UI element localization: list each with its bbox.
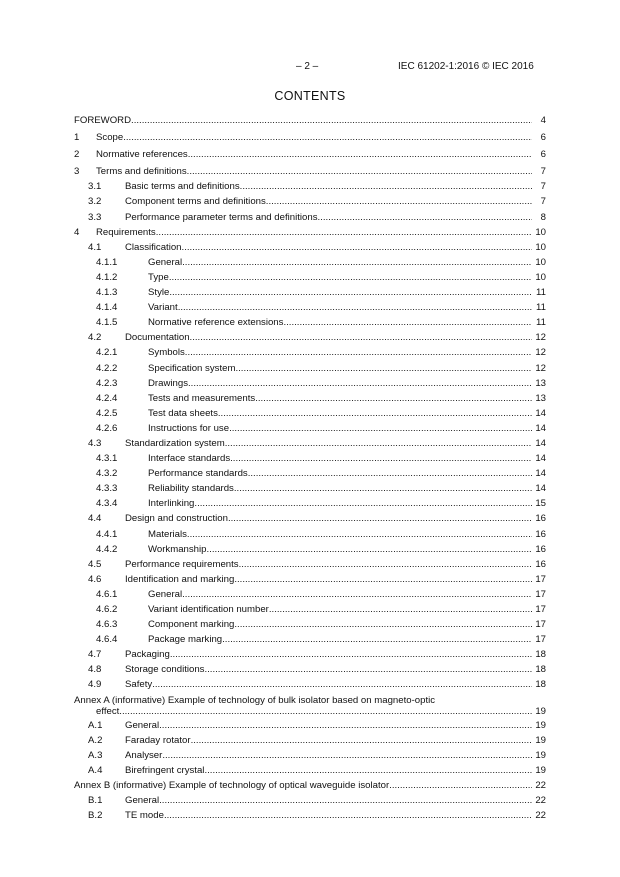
- toc-entry[interactable]: [74, 421, 546, 436]
- toc-entry-label: Documentation: [125, 332, 190, 344]
- toc-entry-label: Packaging: [125, 649, 170, 661]
- dot-leader: [225, 436, 532, 451]
- dot-leader: [234, 617, 532, 632]
- toc-entry[interactable]: [74, 406, 546, 421]
- toc-entry[interactable]: [74, 587, 546, 602]
- dot-leader: [240, 179, 532, 194]
- toc-entry-page: 14: [535, 468, 546, 480]
- toc-entry-page: 12: [535, 362, 546, 374]
- toc-entry-number: 4.3: [88, 437, 102, 449]
- toc-entry-number: 4: [74, 226, 80, 238]
- toc-entry[interactable]: [74, 130, 546, 145]
- toc-entry-label: Performance standards: [148, 468, 248, 480]
- toc-entry-label: TE mode: [125, 810, 164, 822]
- toc-entry-page: 22: [535, 795, 546, 807]
- toc-entry-label: Type: [148, 271, 169, 283]
- toc-entry-number: 4.3.3: [96, 483, 118, 495]
- toc-entry-page: 19: [535, 734, 546, 746]
- toc-entry[interactable]: [74, 733, 546, 748]
- table-of-contents: [74, 113, 546, 823]
- toc-entry-label: Faraday rotator: [125, 734, 191, 746]
- toc-entry-page: 10: [535, 226, 546, 238]
- dot-leader: [119, 704, 532, 719]
- dot-leader: [162, 748, 532, 763]
- toc-entry-label: Specification system: [148, 362, 236, 374]
- toc-entry-label: Scope: [96, 132, 124, 144]
- toc-entry-label: Storage conditions: [125, 664, 205, 676]
- toc-entry-number: A.3: [88, 749, 103, 761]
- toc-entry[interactable]: [74, 164, 546, 179]
- toc-entry-label: Reliability standards: [148, 483, 234, 495]
- toc-entry-number: 4.2.6: [96, 422, 118, 434]
- toc-entry-label-continued: effect .....: [96, 704, 532, 719]
- toc-entry-page: 8: [540, 211, 546, 223]
- toc-entry-page: 14: [535, 453, 546, 465]
- dot-leader: [182, 255, 532, 270]
- dot-leader: [185, 345, 532, 360]
- toc-entry-label: Requirements: [96, 226, 156, 238]
- toc-entry-number: A.2: [88, 734, 103, 746]
- dot-leader: [188, 376, 532, 391]
- dot-leader: [318, 210, 533, 225]
- toc-entry-page: 16: [535, 543, 546, 555]
- toc-entry-number: 4.1.2: [96, 271, 118, 283]
- toc-entry-page: 7: [540, 181, 546, 193]
- toc-entry-page: 14: [535, 437, 546, 449]
- toc-entry[interactable]: [74, 647, 546, 662]
- toc-entry-number: 4.3.2: [96, 468, 118, 480]
- toc-entry-label: Identification and marking: [125, 573, 235, 585]
- toc-entry-number: 4.8: [88, 664, 102, 676]
- toc-entry-number: 4.3.4: [96, 498, 118, 510]
- toc-entry-page: 7: [540, 196, 546, 208]
- toc-entry-label: General: [148, 588, 183, 600]
- toc-entry-page: 19: [535, 764, 546, 776]
- toc-entry-label: Tests and measurements: [148, 392, 256, 404]
- toc-entry-label: Symbols: [148, 347, 185, 359]
- toc-entry[interactable]: [74, 451, 546, 466]
- dot-leader: [187, 164, 532, 179]
- toc-entry-page: 12: [535, 332, 546, 344]
- dot-leader: [159, 718, 532, 733]
- toc-entry[interactable]: [74, 315, 546, 330]
- toc-entry-number: 4.1.4: [96, 302, 118, 314]
- toc-entry[interactable]: [74, 527, 546, 542]
- toc-entry-page: 4: [540, 115, 546, 126]
- toc-entry[interactable]: [74, 391, 546, 406]
- toc-entry-label: Normative reference extensions: [148, 317, 284, 329]
- toc-entry[interactable]: [74, 270, 546, 285]
- toc-entry-page: 17: [535, 573, 546, 585]
- dot-leader: [169, 285, 532, 300]
- toc-entry-label: Terms and definitions: [96, 166, 187, 178]
- toc-entry-page: 6: [540, 149, 546, 161]
- dot-leader: [229, 421, 532, 436]
- toc-entry-label: Performance parameter terms and definitions: [125, 211, 318, 223]
- toc-entry-page: 10: [535, 241, 546, 253]
- toc-entry-label: Style: [148, 287, 170, 299]
- toc-entry-label: Drawings: [148, 377, 188, 389]
- page-header-number: – 2 –: [296, 61, 319, 72]
- toc-entry-page: 14: [535, 407, 546, 419]
- dot-leader: [283, 315, 532, 330]
- toc-entry-label: Interface standards: [148, 453, 231, 465]
- toc-entry-page: 10: [535, 271, 546, 283]
- toc-entry-page: 15: [535, 498, 546, 510]
- toc-entry-label: Performance requirements: [125, 558, 239, 570]
- toc-entry-page: 13: [535, 377, 546, 389]
- toc-entry-number: B.2: [88, 810, 103, 822]
- toc-entry-page: 17: [535, 604, 546, 615]
- toc-entry[interactable]: [74, 481, 546, 496]
- page-title: CONTENTS: [274, 89, 346, 103]
- toc-entry-number: 4.2.2: [96, 362, 118, 374]
- toc-entry[interactable]: [74, 572, 546, 587]
- dot-leader: [159, 793, 532, 808]
- dot-leader: [239, 557, 532, 572]
- toc-entry-page: 18: [535, 649, 546, 661]
- toc-entry-label: Standardization system: [125, 437, 225, 449]
- toc-entry[interactable]: [74, 194, 546, 209]
- toc-entry-label: FOREWORD: [74, 115, 132, 126]
- dot-leader: [266, 194, 532, 209]
- toc-entry-number: 4.6.2: [96, 604, 118, 615]
- toc-entry-number: 4.2.4: [96, 392, 118, 404]
- toc-entry[interactable]: [74, 693, 546, 718]
- dot-leader: [389, 778, 532, 793]
- dot-leader: [269, 602, 532, 617]
- dot-leader: [230, 451, 532, 466]
- toc-entry-page: 12: [535, 347, 546, 359]
- toc-entry-page: 22: [535, 779, 546, 791]
- toc-entry-label: Component terms and definitions: [125, 196, 266, 208]
- toc-entry[interactable]: [74, 557, 546, 572]
- dot-leader: [156, 225, 532, 240]
- toc-entry-number: 1: [74, 132, 80, 144]
- toc-entry-label: General: [148, 256, 183, 268]
- toc-entry[interactable]: [74, 210, 546, 225]
- toc-entry-page: 16: [535, 528, 546, 540]
- toc-entry-label: Test data sheets: [148, 407, 218, 419]
- toc-entry-label: Interlinking: [148, 498, 195, 510]
- toc-entry[interactable]: [74, 632, 546, 647]
- toc-entry-page: 7: [540, 166, 546, 178]
- dot-leader: [204, 662, 532, 677]
- toc-entry[interactable]: [74, 225, 546, 240]
- toc-entry-number: 4.6: [88, 573, 102, 585]
- toc-entry[interactable]: [74, 300, 546, 315]
- toc-entry-page: 19: [535, 705, 546, 717]
- toc-entry-number: 4.1.3: [96, 287, 118, 299]
- toc-entry-page: 6: [540, 132, 546, 144]
- toc-entry[interactable]: [74, 677, 546, 692]
- toc-entry-page: 16: [535, 558, 546, 570]
- toc-entry-label: General: [125, 719, 160, 731]
- dot-leader: [228, 511, 532, 526]
- toc-entry-number: 4.2: [88, 332, 102, 344]
- dot-leader: [152, 677, 532, 692]
- toc-entry[interactable]: [74, 345, 546, 360]
- toc-entry-page: 22: [535, 810, 546, 822]
- toc-entry-number: 4.6.1: [96, 588, 118, 600]
- toc-entry-page: 11: [536, 317, 546, 329]
- toc-entry[interactable]: [74, 466, 546, 481]
- toc-entry[interactable]: [74, 255, 546, 270]
- toc-entry-page: 17: [535, 634, 546, 646]
- toc-entry[interactable]: [74, 718, 546, 733]
- dot-leader: [255, 391, 532, 406]
- toc-entry[interactable]: [74, 330, 546, 345]
- toc-entry-page: 19: [535, 719, 546, 731]
- toc-entry-page: 11: [536, 287, 546, 299]
- toc-entry[interactable]: [74, 179, 546, 194]
- toc-entry-page: 19: [535, 749, 546, 761]
- toc-entry-number: 4.9: [88, 679, 102, 691]
- toc-entry[interactable]: [74, 662, 546, 677]
- toc-entry-label: Classification: [125, 241, 182, 253]
- toc-entry-label: Design and construction: [125, 513, 228, 525]
- dot-leader: [234, 572, 532, 587]
- dot-leader: [178, 300, 532, 315]
- toc-entry-label: Annex A (informative) Example of technology of bulk isolator based on magneto-optic: [74, 694, 436, 706]
- toc-entry-label: Instructions for use: [148, 422, 230, 434]
- toc-entry-number: 4.4.2: [96, 543, 118, 555]
- toc-entry-label: Analyser: [125, 749, 163, 761]
- toc-entry-label: Variant identification number: [148, 604, 269, 615]
- toc-entry-page: 18: [535, 664, 546, 676]
- toc-entry[interactable]: [74, 542, 546, 557]
- dot-leader: [169, 270, 532, 285]
- toc-entry[interactable]: [74, 511, 546, 526]
- dot-leader: [235, 361, 532, 376]
- toc-entry-label: Basic terms and definitions: [125, 181, 240, 193]
- dot-leader: [194, 496, 532, 511]
- dot-leader: [187, 527, 532, 542]
- toc-entry-number: 4.1.5: [96, 317, 118, 329]
- toc-entry-page: 14: [535, 422, 546, 434]
- dot-leader: [164, 808, 532, 823]
- toc-entry[interactable]: [74, 602, 546, 617]
- toc-entry-number: 4.4: [88, 513, 102, 525]
- toc-entry[interactable]: [74, 113, 546, 128]
- toc-entry-number: 4.4.1: [96, 528, 118, 540]
- toc-entry-number: 4.2.1: [96, 347, 118, 359]
- toc-entry-number: 4.1.1: [96, 256, 118, 268]
- toc-entry[interactable]: [74, 617, 546, 632]
- toc-entry-number: 4.2.3: [96, 377, 118, 389]
- toc-entry[interactable]: [74, 436, 546, 451]
- toc-entry-number: 4.6.4: [96, 634, 118, 646]
- toc-entry-label: Safety: [125, 679, 153, 691]
- toc-entry[interactable]: [74, 763, 546, 778]
- toc-entry[interactable]: [74, 285, 546, 300]
- toc-entry-number: B.1: [88, 795, 103, 807]
- toc-entry-label: General: [125, 795, 160, 807]
- toc-entry-label: Workmanship: [148, 543, 207, 555]
- toc-entry-label: Annex B (informative) Example of technology of optical waveguide isolator: [74, 779, 390, 791]
- toc-entry-label: Materials: [148, 528, 187, 540]
- toc-entry-page: 11: [536, 302, 546, 314]
- toc-entry-label: Component marking: [148, 619, 235, 631]
- toc-entry[interactable]: [74, 240, 546, 255]
- toc-entry[interactable]: [74, 793, 546, 808]
- dot-leader: [188, 147, 532, 162]
- toc-entry-number: 3.3: [88, 211, 102, 223]
- toc-entry-number: 2: [74, 149, 80, 161]
- toc-entry[interactable]: [74, 147, 546, 162]
- toc-entry-page: 18: [535, 679, 546, 691]
- toc-entry[interactable]: [74, 748, 546, 763]
- toc-entry-page: 16: [535, 513, 546, 525]
- toc-entry-number: 4.3.1: [96, 453, 118, 465]
- dot-leader: [190, 330, 532, 345]
- toc-entry-label: Package marking: [148, 634, 223, 646]
- dot-leader: [248, 466, 532, 481]
- toc-entry[interactable]: [74, 496, 546, 511]
- toc-entry-number: 4.2.5: [96, 407, 118, 419]
- toc-entry[interactable]: [74, 361, 546, 376]
- dot-leader: [182, 587, 532, 602]
- dot-leader: [182, 240, 532, 255]
- toc-entry[interactable]: [74, 808, 546, 823]
- dot-leader: [234, 481, 532, 496]
- dot-leader: [170, 647, 532, 662]
- dot-leader: [206, 542, 532, 557]
- dot-leader: [131, 113, 532, 128]
- toc-entry-page: 17: [535, 588, 546, 600]
- toc-entry-number: A.4: [88, 764, 103, 776]
- toc-entry-page: 17: [535, 619, 546, 631]
- dot-leader: [204, 763, 532, 778]
- dot-leader: [222, 632, 532, 647]
- toc-entry-label: Variant: [148, 302, 178, 314]
- toc-entry[interactable]: [74, 778, 546, 793]
- toc-entry-label: Birefringent crystal: [125, 764, 205, 776]
- toc-entry-number: 3: [74, 166, 80, 178]
- toc-entry-number: 4.6.3: [96, 619, 118, 631]
- toc-entry-number: 3.1: [88, 181, 102, 193]
- toc-entry-number: 3.2: [88, 196, 102, 208]
- page-header-reference: IEC 61202-1:2016 © IEC 2016: [398, 61, 534, 72]
- dot-leader: [191, 733, 532, 748]
- toc-entry-label: Normative references: [96, 149, 188, 161]
- toc-entry-number: 4.7: [88, 649, 102, 661]
- toc-entry-number: 4.1: [88, 241, 102, 253]
- toc-entry[interactable]: [74, 376, 546, 391]
- dot-leader: [123, 130, 532, 145]
- dot-leader: [218, 406, 532, 421]
- toc-entry-page: 10: [535, 256, 546, 268]
- toc-entry-page: 14: [535, 483, 546, 495]
- toc-entry-page: 13: [535, 392, 546, 404]
- toc-entry-number: A.1: [88, 719, 103, 731]
- toc-entry-number: 4.5: [88, 558, 102, 570]
